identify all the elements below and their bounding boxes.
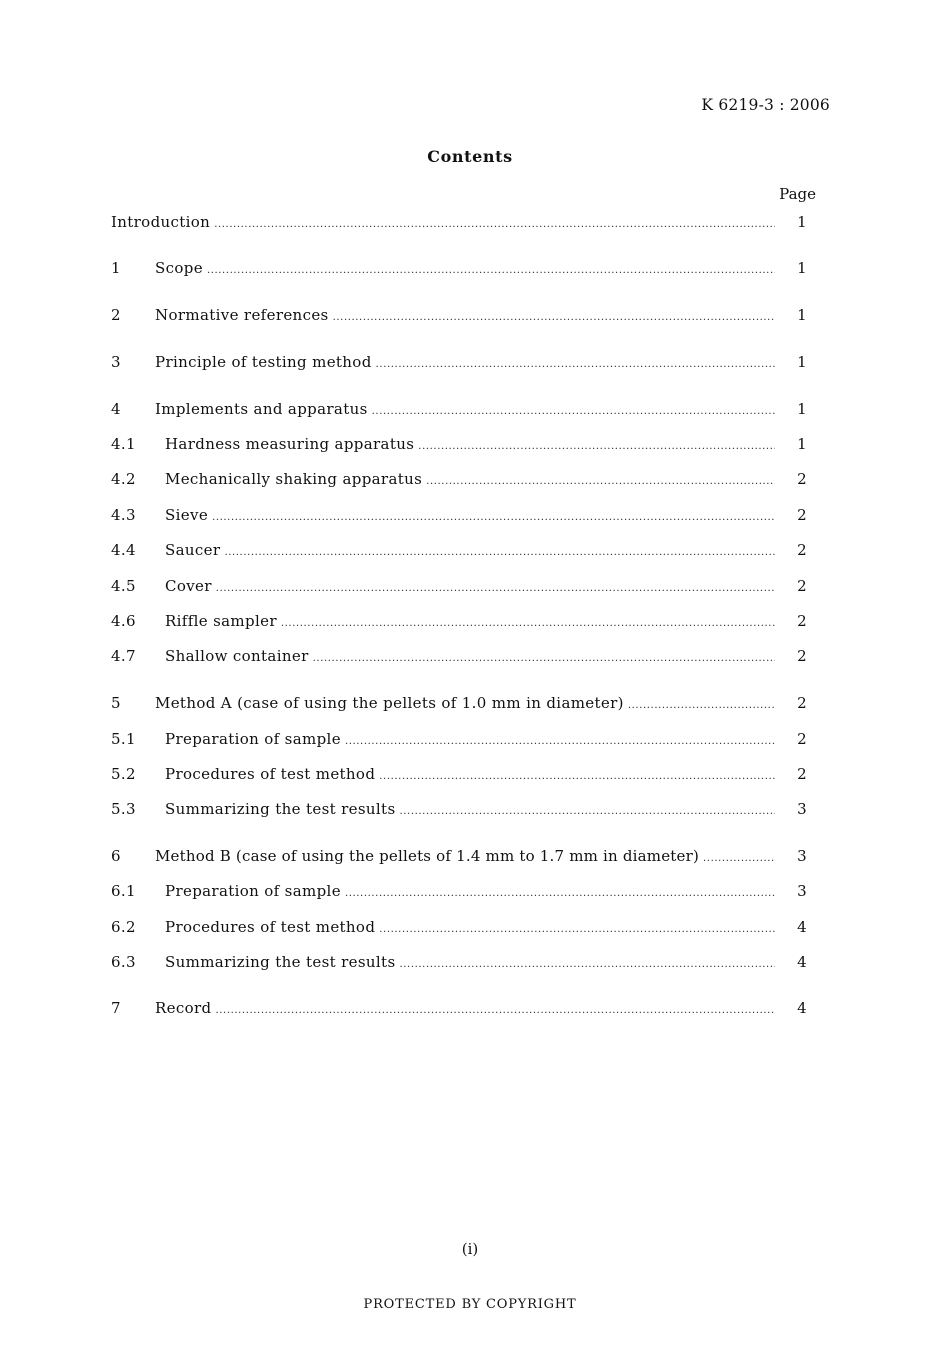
toc-entry-page: 1	[797, 306, 807, 324]
dot-leader	[372, 406, 775, 417]
dot-leader	[379, 771, 775, 782]
toc-entry-number: 5.1	[111, 730, 136, 748]
toc-entry-page: 3	[797, 800, 807, 818]
toc-entry-5-3[interactable]	[111, 800, 807, 824]
toc-entry-page: 4	[797, 953, 807, 971]
toc-entry-number: 4.6	[111, 612, 136, 630]
toc-entry-5-2[interactable]	[111, 765, 807, 789]
toc-entry-page: 2	[797, 506, 807, 524]
dot-leader	[703, 853, 775, 864]
toc-entry-4-4[interactable]	[111, 541, 807, 565]
copyright-footer: PROTECTED BY COPYRIGHT	[363, 1297, 577, 1312]
toc-entry-page: 2	[797, 470, 807, 488]
toc-entry-page: 2	[797, 694, 807, 712]
toc-entry-page: 4	[797, 918, 807, 936]
toc-entry-number: 4.3	[111, 506, 136, 524]
toc-entry-4-7[interactable]	[111, 647, 807, 671]
toc-entry-page: 1	[797, 213, 807, 231]
toc-entry-page: 2	[797, 647, 807, 665]
dot-leader	[376, 359, 775, 370]
toc-entry-number: 5.3	[111, 800, 136, 818]
toc-entry-label: Mechanically shaking apparatus	[165, 470, 423, 488]
page-title: Contents	[427, 147, 513, 166]
dot-leader	[400, 806, 776, 817]
toc-entry-page: 4	[797, 999, 807, 1017]
toc-entry-label: Scope	[155, 259, 203, 277]
toc-entry-number: 4.4	[111, 541, 136, 559]
document-id: K 6219-3 : 2006	[701, 96, 830, 114]
toc-entry-page: 2	[797, 730, 807, 748]
dot-leader	[418, 441, 775, 452]
toc-entry-number: 3	[111, 353, 121, 371]
toc-entry-label: Summarizing the test results	[165, 800, 396, 818]
toc-entry-number: 4.5	[111, 577, 136, 595]
dot-leader	[224, 547, 775, 558]
toc-entry-label: Saucer	[165, 541, 221, 559]
toc-entry-page: 1	[797, 353, 807, 371]
dot-leader	[207, 265, 775, 276]
dot-leader	[216, 583, 775, 594]
toc-entry-number: 1	[111, 259, 121, 277]
dot-leader	[400, 959, 776, 970]
toc-entry-number: 6	[111, 847, 121, 865]
dot-leader	[212, 512, 775, 523]
toc-entry-number: 4.2	[111, 470, 136, 488]
toc-entry-label: Introduction	[111, 213, 211, 231]
toc-entry-label: Procedures of test method	[165, 918, 376, 936]
dot-leader	[628, 700, 775, 711]
toc-entry-label: Record	[155, 999, 212, 1017]
dot-leader	[345, 888, 775, 899]
toc-entry-scope[interactable]	[111, 259, 807, 283]
toc-entry-5-1[interactable]	[111, 730, 807, 754]
page-column-header: Page	[779, 185, 816, 203]
page-folio: (i)	[461, 1240, 479, 1258]
toc-entry-number: 5	[111, 694, 121, 712]
toc-entry-page: 2	[797, 577, 807, 595]
dot-leader	[313, 653, 775, 664]
toc-entry-label: Sieve	[165, 506, 209, 524]
toc-entry-4-2[interactable]	[111, 470, 807, 494]
toc-entry-introduction[interactable]	[111, 213, 807, 237]
toc-entry-number: 7	[111, 999, 121, 1017]
toc-entry-label: Principle of testing method	[155, 353, 372, 371]
dot-leader	[214, 219, 775, 230]
toc-entry-label: Cover	[165, 577, 212, 595]
toc-entry-label: Summarizing the test results	[165, 953, 396, 971]
dot-leader	[215, 1005, 775, 1016]
toc-entry-number: 4.7	[111, 647, 136, 665]
toc-entry-number: 4.1	[111, 435, 136, 453]
toc-entry-label: Shallow container	[165, 647, 309, 665]
toc-entry-label: Method B (case of using the pellets of 1.4 mm to 1.7 mm in diameter)	[155, 847, 700, 865]
dot-leader	[333, 312, 775, 323]
dot-leader	[379, 924, 775, 935]
toc-entry-page: 2	[797, 541, 807, 559]
toc-entry-page: 1	[797, 259, 807, 277]
toc-entry-page: 1	[797, 400, 807, 418]
toc-entry-method-a[interactable]	[111, 694, 807, 718]
toc-entry-number: 6.1	[111, 882, 136, 900]
toc-entry-label: Preparation of sample	[165, 882, 341, 900]
toc-entry-label: Normative references	[155, 306, 329, 324]
toc-entry-number: 5.2	[111, 765, 136, 783]
toc-entry-4-1[interactable]	[111, 435, 807, 459]
toc-entry-label: Hardness measuring apparatus	[165, 435, 415, 453]
toc-entry-label: Riffle sampler	[165, 612, 277, 630]
toc-entry-6-2[interactable]	[111, 918, 807, 942]
toc-entry-4-5[interactable]	[111, 577, 807, 601]
dot-leader	[281, 618, 775, 629]
toc-entry-page: 2	[797, 612, 807, 630]
toc-entry-6-3[interactable]	[111, 953, 807, 977]
toc-entry-method-b[interactable]	[111, 847, 807, 871]
toc-entry-label: Method A (case of using the pellets of 1.0 mm in diameter)	[155, 694, 624, 712]
toc-entry-4-3[interactable]	[111, 506, 807, 530]
toc-entry-page: 3	[797, 847, 807, 865]
dot-leader	[345, 736, 775, 747]
toc-entry-page: 1	[797, 435, 807, 453]
toc-entry-normative-references[interactable]	[111, 306, 807, 330]
toc-entry-label: Procedures of test method	[165, 765, 376, 783]
toc-entry-4-6[interactable]	[111, 612, 807, 636]
toc-entry-implements[interactable]	[111, 400, 807, 424]
toc-entry-principle[interactable]	[111, 353, 807, 377]
toc-entry-record[interactable]	[111, 999, 807, 1023]
toc-entry-number: 6.3	[111, 953, 136, 971]
toc-entry-number: 4	[111, 400, 121, 418]
dot-leader	[426, 476, 775, 487]
toc-entry-label: Implements and apparatus	[155, 400, 368, 418]
toc-entry-label: Preparation of sample	[165, 730, 341, 748]
toc-entry-number: 6.2	[111, 918, 136, 936]
toc-entry-page: 3	[797, 882, 807, 900]
toc-entry-number: 2	[111, 306, 121, 324]
toc-entry-page: 2	[797, 765, 807, 783]
toc-entry-6-1[interactable]	[111, 882, 807, 906]
